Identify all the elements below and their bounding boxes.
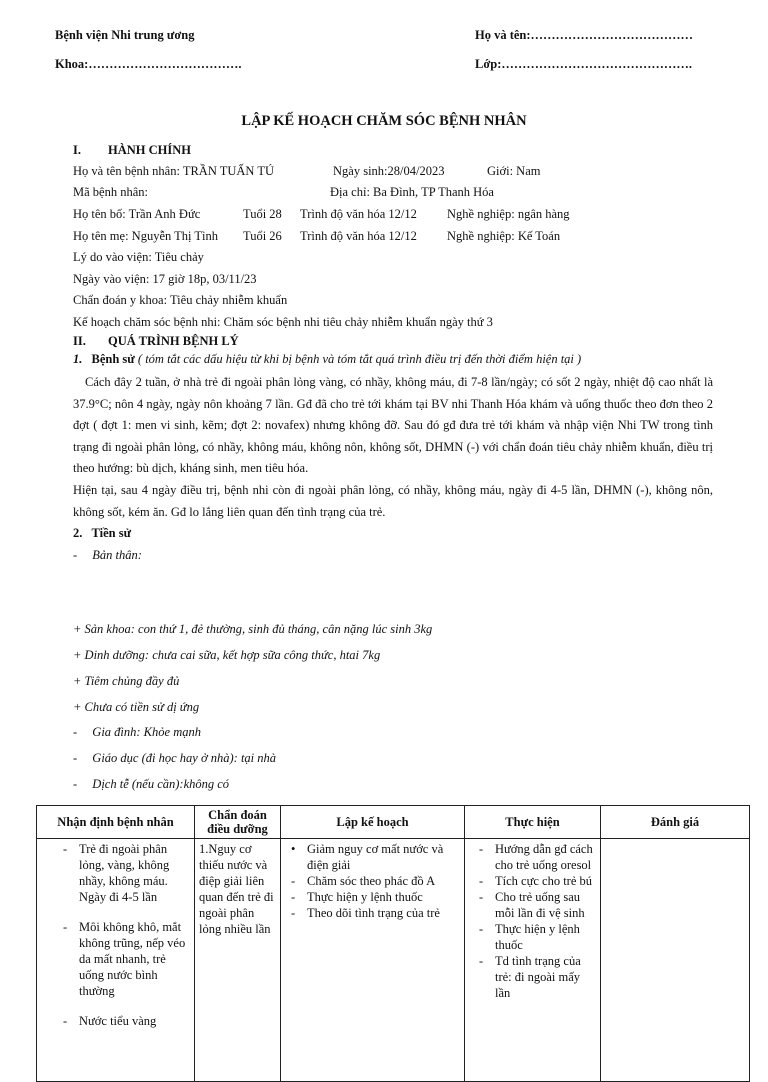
patient-address: Địa chỉ: Ba Đình, TP Thanh Hóa [330,185,494,199]
history-label: Bệnh sử [91,352,135,366]
dash-marker: - [73,751,78,765]
care-plan-summary: Kế hoạch chăm sóc bệnh nhi: Chăm sóc bệnh nhi tiêu chảy nhiễm khuẩn ngày thứ 3 [73,315,493,329]
header-assessment: Nhận định bệnh nhân [37,806,195,839]
hospital-name: Bệnh viện Nhi trung ương [55,28,195,42]
list-item [289,841,460,873]
plan-text: Theo dõi tình trạng của trẻ [307,906,440,920]
section-1-number: I. [73,143,81,157]
mother-occupation: Nghề nghiệp: Kế Toán [447,229,561,243]
header-implementation: Thực hiện [465,806,601,839]
assessment-text: Trẻ đi ngoài phân lỏng, vàng, không nhầy, không máu. Ngày đi 4-5 lần [79,842,170,904]
dash-marker: - [291,890,296,904]
header-evaluation: Đánh giá [601,806,750,839]
family-history [73,725,201,740]
class-field: Lớp:………………………………………. [475,57,692,71]
table-header-row [37,806,750,839]
father-occupation: Nghề nghiệp: ngân hàng [447,207,570,221]
vaccination-history: + Tiêm chủng đầy đủ [73,674,180,688]
bullet-marker: • [291,842,296,856]
implementation-text: Thực hiện y lệnh thuốc [495,922,580,952]
past-history-number: 2. [73,526,83,540]
student-name-field: Họ và tên:………………………………… [475,28,694,42]
list-item [477,873,596,889]
patient-name: Họ và tên bệnh nhân: TRẦN TUẤN TÚ [73,164,275,178]
section-1-heading: HÀNH CHÍNH [108,143,191,157]
list-item [61,919,190,999]
page-title: LẬP KẾ HOẠCH CHĂM SÓC BỆNH NHÂN [241,113,527,129]
list-item [477,841,596,873]
department-field: Khoa:………………………………. [55,57,242,71]
implementation-text: Td tình trạng của trẻ: đi ngoài mấy lần [495,954,581,1000]
implementation-text: Tích cực cho trẻ bú [495,874,593,888]
medical-diagnosis: Chẩn đoán y khoa: Tiêu chảy nhiễm khuẩn [73,293,288,307]
father-name: Họ tên bố: Trần Anh Đức [73,207,201,221]
dash-marker: - [73,725,78,739]
list-item [289,873,460,889]
list-item [477,953,596,1001]
table-row [37,839,750,1082]
past-history-heading [73,526,131,541]
plan-cell [281,839,465,1082]
assessment-cell [37,839,195,1082]
history-hint: ( tóm tắt các dấu hiệu từ khi bị bệnh và tóm tắt quá trình điều trị đến thời điểm hiện tại ) [134,352,582,366]
dash-marker: - [63,842,68,856]
evaluation-cell [601,839,750,1082]
epidemiology-history [73,777,229,792]
implementation-cell [465,839,601,1082]
education-history [73,751,276,766]
section-2-heading: QUÁ TRÌNH BỆNH LÝ [108,334,239,348]
patient-gender: Giới: Nam [487,164,541,178]
mother-age: Tuổi 26 [243,229,282,243]
implementation-text: Cho trẻ uống sau mỗi lần đi vệ sinh [495,890,585,920]
assessment-text: Môi không khô, mắt không trũng, nếp véo da mất nhanh, trẻ uống nước bình thường [79,920,186,998]
history-paragraph-1: Cách đây 2 tuần, ở nhà trẻ đi ngoài phân lỏng vàng, có nhầy, không máu, đi 7-8 lần/ngày; có sốt 2 ngày, nhiệt độ cao nhất là 37.9°C; nôn 4 ngày, ngày nôn khoảng 7 lần. Gđ đã cho trẻ tới khám tại BV nhi Thanh Hóa khám và uống thuốc theo đơn theo 2 đợt ( đợt 1: men vi sinh, kẽm; đợt 2: novafex) nhưng không đỡ. Sau đó gđ đưa trẻ tới khám và nhập viện Nhi TW trong tình trạng đi ngoài phân lỏng, có nhầy, không máu, không nôn, không sốt, DHMN (-) với chẩn đoán tiêu chảy nhiễm khuẩn, điều trị theo hướng: bù dịch, kháng sinh, men tiêu hóa. [73,375,713,475]
list-item [61,841,190,905]
mother-name: Họ tên mẹ: Nguyễn Thị Tình [73,229,219,243]
history-heading [73,352,581,367]
list-item [477,889,596,921]
care-plan-table [36,805,750,1082]
assessment-text: Nước tiểu vàng [79,1014,157,1028]
family-history-text: Gia đình: Khỏe mạnh [92,725,201,739]
header-plan: Lập kế hoạch [281,806,465,839]
plan-text: Thực hiện y lệnh thuốc [307,890,423,904]
self-history [73,548,142,563]
education-history-text: Giáo dục (đi học hay ở nhà): tại nhà [92,751,277,765]
dash-marker: - [63,1014,68,1028]
admission-reason: Lý do vào viện: Tiêu chảy [73,250,204,264]
dash-marker: - [479,922,484,936]
implementation-text: Hướng dẫn gđ cách cho trẻ uống oresol [495,842,593,872]
patient-dob: Ngày sinh:28/04/2023 [333,164,445,178]
nutrition-history: + Dinh dưỡng: chưa cai sữa, kết hợp sữa công thức, htai 7kg [73,648,381,662]
dash-marker: - [73,548,78,562]
dash-marker: - [291,906,296,920]
dash-marker: - [73,777,78,791]
dash-marker: - [479,874,484,888]
admission-date: Ngày vào viện: 17 giờ 18p, 03/11/23 [73,272,257,286]
dash-marker: - [479,842,484,856]
list-item [61,1013,190,1029]
patient-id: Mã bệnh nhân: [73,185,148,199]
section-2-number: II. [73,334,86,348]
header-nursing-diagnosis: Chẩn đoán điều dưỡng [195,806,281,839]
list-item [289,905,460,921]
history-number: 1. [73,352,83,366]
allergy-history: + Chưa có tiền sử dị ứng [73,700,200,714]
history-paragraph-2: Hiện tại, sau 4 ngày điều trị, bệnh nhi còn đi ngoài phân lỏng, có nhầy, không máu, ngày đi 4-5 lần, DHMN (-), không nôn, không sốt, kém ăn. Gđ lo lắng liên quan đến tình trạng của trẻ. [73,483,713,519]
dash-marker: - [63,920,68,934]
dash-marker: - [479,954,484,968]
past-history-label: Tiền sử [91,526,132,540]
father-education: Trình độ văn hóa 12/12 [300,207,417,221]
dash-marker: - [291,874,296,888]
self-history-label: Bản thân: [92,548,142,562]
plan-text: Chăm sóc theo phác đồ A [307,874,436,888]
epidemiology-history-text: Dịch tễ (nếu cần):không có [92,777,230,791]
list-item [289,889,460,905]
mother-education: Trình độ văn hóa 12/12 [300,229,417,243]
obstetric-history: + Sản khoa: con thứ 1, đẻ thường, sinh đủ tháng, cân nặng lúc sinh 3kg [73,622,433,636]
dash-marker: - [479,890,484,904]
nursing-diagnosis-cell: 1.Nguy cơ thiếu nước và điệp giải liên quan đến trẻ đi ngoài phân lỏng nhiều lần [195,839,281,1082]
plan-text: Giảm nguy cơ mất nước và điện giải [307,842,444,872]
list-item [477,921,596,953]
father-age: Tuổi 28 [243,207,282,221]
